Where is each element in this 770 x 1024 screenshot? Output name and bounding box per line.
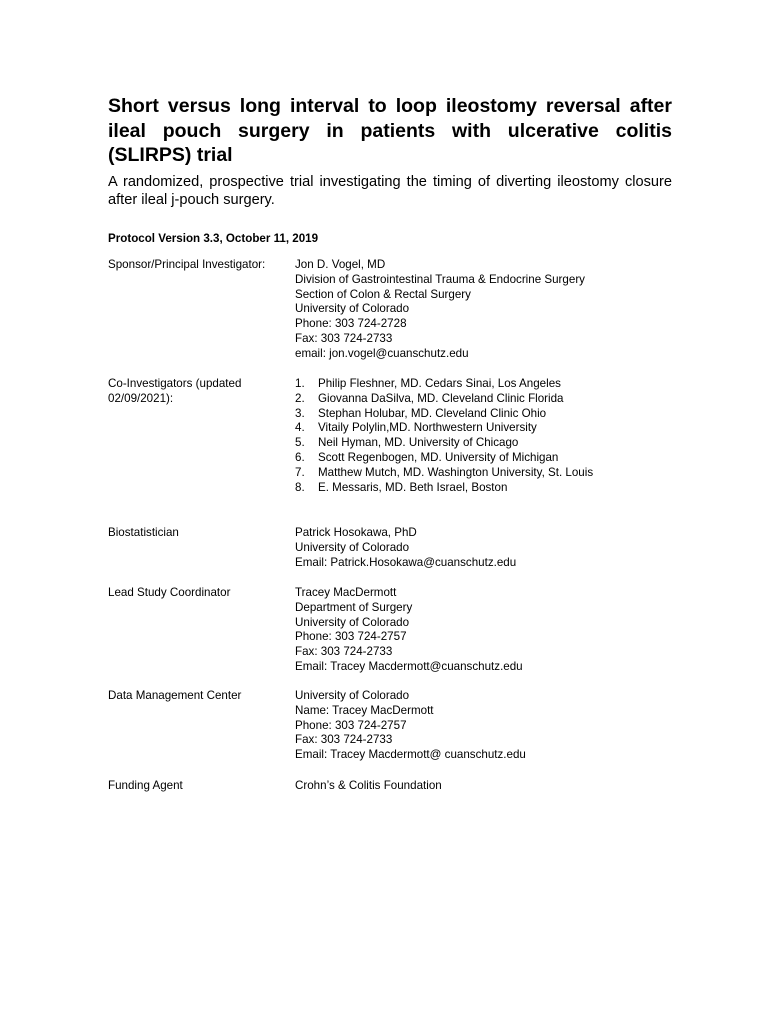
list-item-number: 2. xyxy=(295,391,305,405)
list-item-text: Stephan Holubar, MD. Cleveland Clinic Ohio xyxy=(318,406,547,420)
lead-coordinator-line: Fax: 303 724-2733 xyxy=(295,645,393,659)
list-item-number: 5. xyxy=(295,436,305,450)
protocol-version: Protocol Version 3.3, October 11, 2019 xyxy=(108,232,319,245)
list-item-text: Giovanna DaSilva, MD. Cleveland Clinic Florida xyxy=(318,391,564,405)
sponsor-line: Phone: 303 724-2728 xyxy=(295,317,407,331)
biostatistician-line: University of Colorado xyxy=(295,540,410,554)
lead-coordinator-line: University of Colorado xyxy=(295,615,410,629)
list-item xyxy=(295,407,672,422)
data-center-line: Name: Tracey MacDermott xyxy=(295,703,434,717)
list-item-number: 7. xyxy=(295,465,305,479)
sponsor-label: Sponsor/Principal Investigator: xyxy=(108,258,266,271)
list-item-text: Neil Hyman, MD. University of Chicago xyxy=(318,436,519,450)
lead-coordinator-label: Lead Study Coordinator xyxy=(108,586,231,599)
sponsor-line: University of Colorado xyxy=(295,302,410,316)
sponsor-line: Fax: 303 724-2733 xyxy=(295,331,393,345)
data-center-details xyxy=(295,689,672,763)
list-item-text: E. Messaris, MD. Beth Israel, Boston xyxy=(318,480,508,494)
list-item xyxy=(295,377,672,392)
co-investigators-list-wrap xyxy=(295,377,672,495)
list-item xyxy=(295,481,672,496)
list-item-number: 8. xyxy=(295,480,305,494)
lead-coordinator-details xyxy=(295,586,672,675)
lead-coordinator-line: Tracey MacDermott xyxy=(295,586,397,599)
biostatistician-label: Biostatistician xyxy=(108,526,179,539)
lead-coordinator-line: Department of Surgery xyxy=(295,600,413,614)
data-center-line: University of Colorado xyxy=(295,689,410,702)
list-item-text: Vitaily Polylin,MD. Northwestern University xyxy=(318,421,537,435)
funding-label: Funding Agent xyxy=(108,779,183,792)
list-item-number: 6. xyxy=(295,450,305,464)
list-item xyxy=(295,451,672,466)
list-item xyxy=(295,421,672,436)
list-item-text: Scott Regenbogen, MD. University of Michigan xyxy=(318,450,559,464)
co-investigators-label: Co-Investigators (updated 02/09/2021): xyxy=(108,377,242,405)
biostatistician-email: Email: Patrick.Hosokawa@cuanschutz.edu xyxy=(295,555,517,569)
data-center-label: Data Management Center xyxy=(108,689,242,702)
funding-details xyxy=(295,779,672,794)
list-item xyxy=(295,466,672,481)
list-item-number: 1. xyxy=(295,377,305,390)
data-center-line: Fax: 303 724-2733 xyxy=(295,733,393,747)
biostatistician-line: Patrick Hosokawa, PhD xyxy=(295,526,417,539)
list-item-text: Philip Fleshner, MD. Cedars Sinai, Los Angeles xyxy=(318,377,561,390)
sponsor-line: Section of Colon & Rectal Surgery xyxy=(295,287,471,301)
sponsor-line: Jon D. Vogel, MD xyxy=(295,258,386,271)
funding-agent-name: Crohn’s & Colitis Foundation xyxy=(295,779,442,792)
lead-coordinator-line: Phone: 303 724-2757 xyxy=(295,630,407,644)
co-investigators-list xyxy=(295,377,672,495)
lead-coordinator-email: Email: Tracey Macdermott@cuanschutz.edu xyxy=(295,659,523,673)
sponsor-details xyxy=(295,258,672,362)
list-item-number: 4. xyxy=(295,421,305,435)
biostatistician-details xyxy=(295,526,672,570)
document-subtitle: A randomized, prospective trial investigating the timing of diverting ileostomy closure after ileal j-pouch surgery. xyxy=(108,174,672,208)
data-center-line: Phone: 303 724-2757 xyxy=(295,718,407,732)
sponsor-email: email: jon.vogel@cuanschutz.edu xyxy=(295,346,469,360)
list-item xyxy=(295,392,672,407)
list-item-text: Matthew Mutch, MD. Washington University, St. Louis xyxy=(318,465,594,479)
list-item xyxy=(295,436,672,451)
data-center-email: Email: Tracey Macdermott@ cuanschutz.edu xyxy=(295,748,526,762)
list-item-number: 3. xyxy=(295,406,305,420)
document-title: Short versus long interval to loop ileostomy reversal after ileal pouch surgery in patients with ulcerative colitis (SLIRPS) trial xyxy=(108,95,672,166)
sponsor-line: Division of Gastrointestinal Trauma & Endocrine Surgery xyxy=(295,272,585,286)
